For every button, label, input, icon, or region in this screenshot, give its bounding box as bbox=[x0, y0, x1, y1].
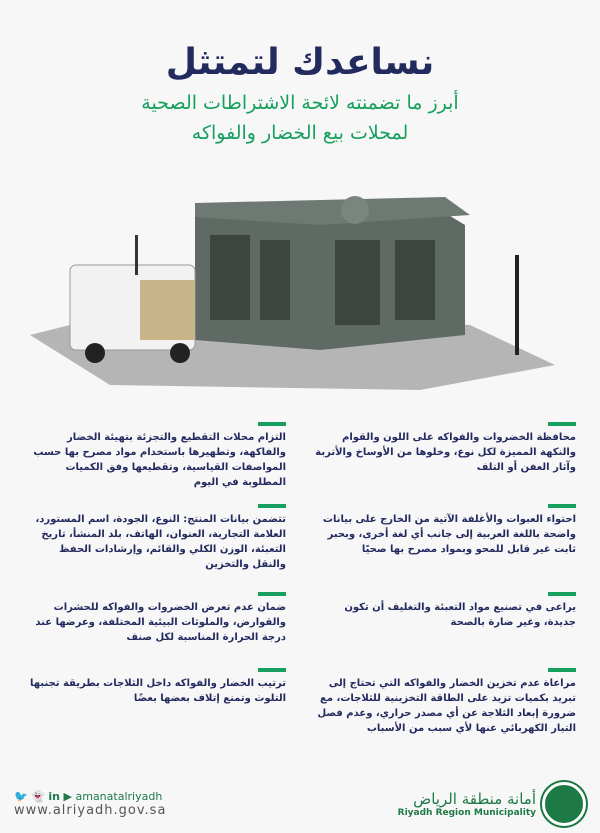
guideline-item: احتواء العبوات والأغلفة الآتية من الخارج على بيانات واضحة باللغة العربية إلى جانب أي لغة أخرى، وبحبر ثابت غير قابل للمحو وبمواد مصرح بها صحيًا bbox=[314, 504, 576, 557]
municipality-seal-icon bbox=[542, 782, 586, 826]
shop-window bbox=[395, 240, 435, 320]
shop-window bbox=[335, 240, 380, 325]
website-link[interactable]: www.alriyadh.gov.sa bbox=[14, 803, 167, 818]
social-footer bbox=[14, 790, 166, 818]
guideline-item: التزام محلات التقطيع والتجزئة بتهيئة الخضار والفاكهة، وتطهيرها باستخدام مواد مصرح بها حسب المواصفات القياسية، وتقطيعها وفق الكميات المطلوبة في اليوم bbox=[24, 422, 286, 490]
crates bbox=[140, 280, 195, 340]
subtitle-line2: لمحلات بيع الخضار والفواكه bbox=[191, 122, 409, 144]
produce-sign bbox=[341, 196, 369, 224]
shop-window bbox=[260, 240, 290, 320]
org-name-ar: أمانة منطقة الرياض bbox=[413, 790, 536, 808]
linkedin-icon[interactable]: in bbox=[48, 790, 61, 803]
shop-illustration bbox=[20, 185, 580, 400]
municipality-logo bbox=[398, 782, 586, 826]
page-title: نساعدك لتمتثل bbox=[165, 42, 435, 83]
street-lamp bbox=[135, 235, 138, 275]
guideline-item: ضمان عدم تعرض الخضروات والفواكه للحشرات والقوارض، والملوثات البيئية المختلفة، وعرضها عند درجة الحرارة المناسبة لكل صنف bbox=[24, 592, 286, 645]
guideline-item: تتضمن بيانات المنتج: النوع، الجودة، اسم المستورد، العلامة التجارية، العنوان، الهاتف، بلد المنشأ، تاريخ التعبئة، الوزن الكلي والقائم، وإرشادات الحفظ والنقل والتخزين bbox=[24, 504, 286, 572]
social-handle[interactable]: amanatalriyadh bbox=[75, 790, 163, 803]
guideline-item: يراعى في تصنيع مواد التعبئة والتغليف أن تكون جديدة، وغير ضارة بالصحة bbox=[314, 592, 576, 630]
guideline-item: محافظة الخضروات والفواكه على اللون والقوام والنكهة المميزة لكل نوع، وخلوها من الأوساخ والأتربة وآثار العفن أو التلف bbox=[314, 422, 576, 475]
snapchat-icon[interactable]: 👻 bbox=[31, 790, 45, 803]
youtube-icon[interactable]: ▶ bbox=[63, 790, 72, 803]
guideline-item: ترتيب الخضار والفواكه داخل الثلاجات بطريقة تجنبها التلوث وتمنع إتلاف بعضها بعضًا bbox=[24, 668, 286, 706]
twitter-icon[interactable]: 🐦 bbox=[14, 790, 28, 803]
org-name-en: Riyadh Region Municipality bbox=[397, 808, 536, 818]
subtitle-line1: أبرز ما تضمنته لائحة الاشتراطات الصحية bbox=[141, 92, 459, 114]
street-lamp bbox=[515, 255, 519, 355]
guideline-item: مراعاة عدم تخزين الخضار والفواكه التي تحتاج إلى تبريد بكميات تزيد على الطاقة التخزينية للثلاجات، مع ضرورة إبعاد الثلاجة عن أي مصدر حراري، وعدم فصل التيار الكهربائي عنها لأي سبب من الأسباب bbox=[314, 668, 576, 736]
shop-window bbox=[210, 235, 250, 320]
